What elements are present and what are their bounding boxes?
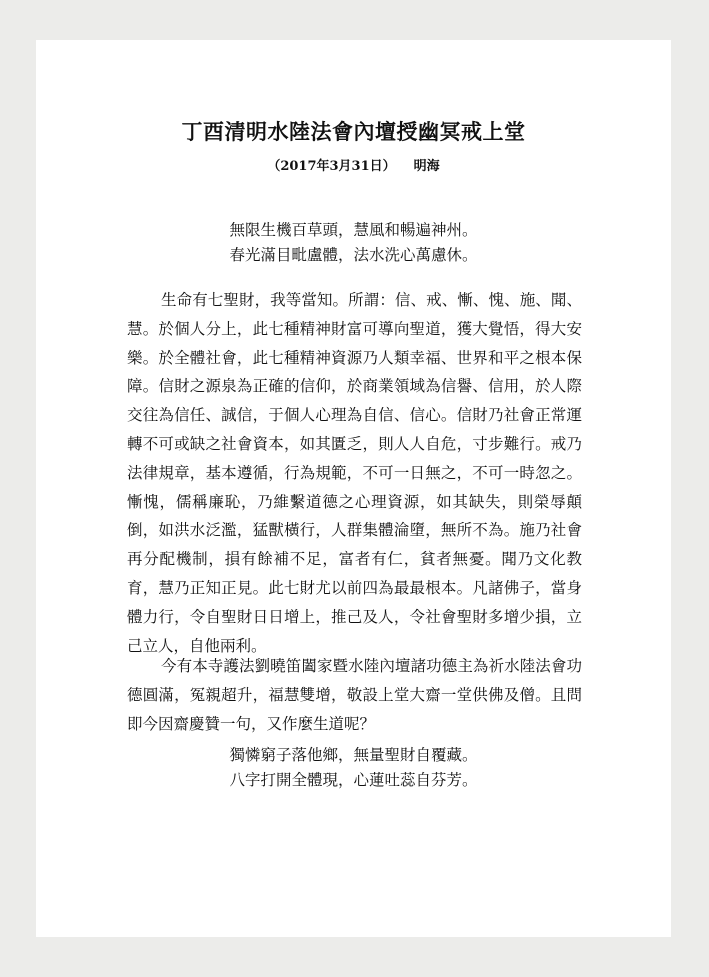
document-page bbox=[36, 40, 671, 937]
author-name: 明海 bbox=[413, 159, 440, 174]
verse-line: 八字打開全體現，心蓮吐蕊自芬芳。 bbox=[229, 771, 478, 789]
date-label: （2017年3月31日） bbox=[267, 159, 396, 174]
verse-line: 春光滿目毗盧體，法水洗心萬慮休。 bbox=[229, 246, 478, 264]
body-paragraph-offering: 今有本寺護法劉曉笛闔家暨水陸內壇諸功德主為祈水陸法會功德圓滿，冤親超升，福慧雙增，敬設上堂大齋一堂供佛及僧。且問即今因齋慶贊一句，又作麼生道呢？ bbox=[127, 657, 582, 733]
body-paragraph-seven-treasures: 生命有七聖財，我等當知。所謂：信、戒、慚、愧、施、聞、慧。於個人分上，此七種精神財富可導向聖道，獲大覺悟，得大安樂。於全體社會，此七種精神資源乃人類幸福、世界和平之根本保障。信財之源泉為正確的信仰，於商業領域為信譽、信用，於人際交往為信任、誠信，于個人心理為自信、信心。信財乃社會正常運轉不可或缺之社會資本，如其匱乏，則人人自危，寸步難行。戒乃法律規章，基本遵循，行為規範，不可一日無之，不可一時忽之。慚愧，儒稱廉恥，乃維繫道德之心理資源，如其缺失，則榮辱顛倒，如洪水泛濫，猛獸橫行，人群集體淪墮，無所不為。施乃社會再分配機制，損有餘補不足，富者有仁，貧者無憂。聞乃文化教育，慧乃正知正見。此七財尤以前四為最最根本。凡諸佛子，當身體力行，令自聖財日日增上，推己及人，令社會聖財多增少損，立己立人，自他兩利。 bbox=[127, 291, 582, 655]
page-title: 丁酉清明水陸法會內壇授幽冥戒上堂 bbox=[181, 119, 526, 144]
closing-verse bbox=[36, 743, 671, 793]
subtitle bbox=[36, 155, 671, 174]
opening-verse bbox=[36, 218, 671, 268]
verse-line: 無限生機百草頭，慧風和暢遍神州。 bbox=[229, 221, 478, 239]
verse-line: 獨憐窮子落他鄉，無量聖財自覆藏。 bbox=[229, 746, 478, 764]
